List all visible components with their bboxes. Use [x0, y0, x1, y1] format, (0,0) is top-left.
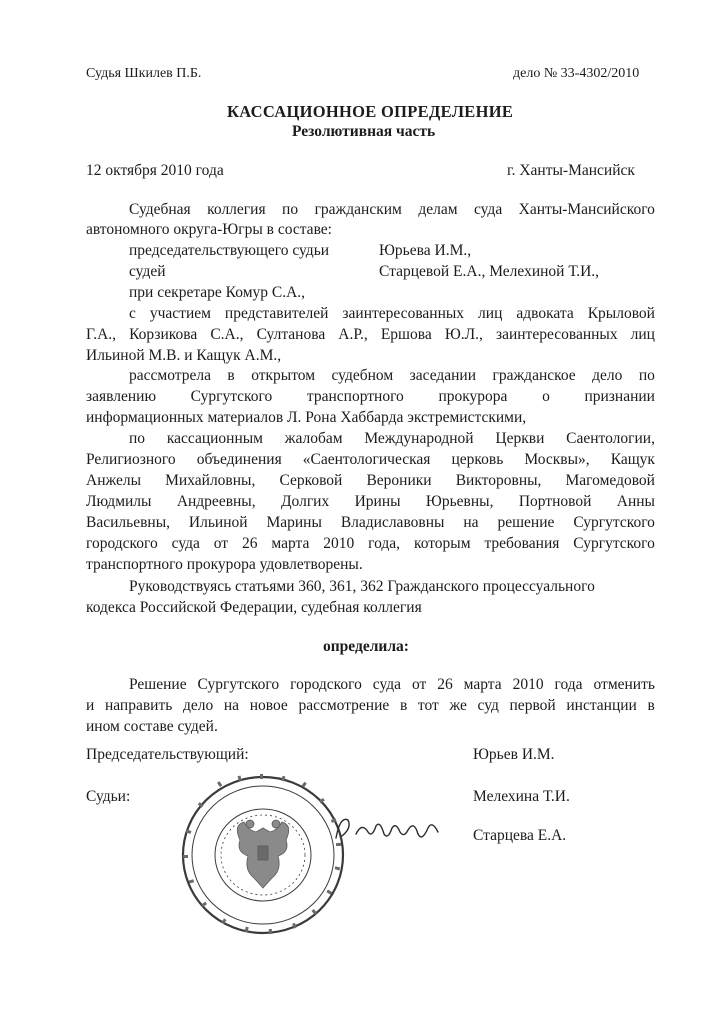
- judge-signature-icon: [330, 808, 450, 848]
- judges-signature-label: Судьи:: [86, 788, 131, 805]
- appeals-line-4: Людмилы Андреевны, Долгих Ирины Юрьевны, Портновой Анны: [86, 493, 655, 510]
- judges-names: Старцевой Е.А., Мелехиной Т.И.,: [379, 263, 600, 280]
- judge-2-name: Старцева Е.А.: [473, 827, 567, 844]
- considered-line-2: заявлению Сургутского транспортного прокурора о признании: [86, 388, 655, 405]
- appeals-line-1: по кассационным жалобам Международной Церкви Саентологии,: [129, 430, 655, 447]
- participants-line-3: Ильиной М.В. и Кащук А.М.,: [86, 347, 282, 364]
- appeals-line-5: Васильевны, Ильиной Марины Владиславовны на решение Сургутского: [86, 514, 655, 531]
- composition-line-1: Судебная коллегия по гражданским делам суда Ханты-Мансийского: [129, 201, 655, 218]
- ruled-heading: определила:: [323, 638, 409, 655]
- judge-name: Судья Шкилев П.Б.: [86, 66, 202, 81]
- guided-line-2: кодекса Российской Федерации, судебная коллегия: [86, 599, 422, 616]
- document-subtitle: Резолютивная часть: [292, 123, 436, 140]
- judge-1-name: Мелехина Т.И.: [473, 788, 570, 805]
- guided-line-1: Руководствуясь статьями 360, 361, 362 Гражданского процессуального: [129, 578, 595, 595]
- presiding-name: Юрьева И.М.,: [379, 242, 472, 259]
- considered-line-1: рассмотрела в открытом судебном заседании гражданское дело по: [129, 367, 655, 384]
- document-city: г. Ханты-Мансийск: [507, 162, 635, 179]
- participants-line-1: с участием представителей заинтересованных лиц адвоката Крыловой: [129, 305, 655, 322]
- considered-line-3: информационных материалов Л. Рона Хаббарда экстремистскими,: [86, 409, 527, 426]
- appeals-line-3: Анжелы Михайловны, Серковой Вероники Викторовны, Магомедовой: [86, 472, 655, 489]
- appeals-line-2: Религиозного объединения «Саентологическая церковь Москвы», Кащук: [86, 451, 655, 468]
- document-title: КАССАЦИОННОЕ ОПРЕДЕЛЕНИЕ: [227, 102, 514, 121]
- decision-line-2: и направить дело на новое рассмотрение в тот же суд первой инстанции в: [86, 697, 655, 714]
- secretary: при секретаре Комур С.А.,: [129, 284, 306, 301]
- document-date: 12 октября 2010 года: [86, 162, 224, 179]
- case-number: дело № 33-4302/2010: [513, 66, 640, 81]
- judges-label: судей: [129, 263, 166, 280]
- court-seal-stamp-icon: [178, 770, 348, 940]
- composition-line-2: автономного округа-Югры в составе:: [86, 221, 332, 238]
- decision-line-1: Решение Сургутского городского суда от 26 марта 2010 года отменить: [129, 676, 655, 693]
- decision-line-3: ином составе судей.: [86, 718, 218, 735]
- presiding-signature-label: Председательствующий:: [86, 746, 249, 763]
- presiding-signature-name: Юрьев И.М.: [473, 746, 555, 763]
- appeals-line-6: городского суда от 26 марта 2010 года, которым требования Сургутского: [86, 535, 655, 552]
- participants-line-2: Г.А., Корзикова С.А., Султанова А.Р., Ершова Ю.Л., заинтересованных лиц: [86, 326, 655, 343]
- presiding-label: председательствующего судьи: [129, 242, 330, 259]
- appeals-line-7: транспортного прокурора удовлетворены.: [86, 556, 363, 573]
